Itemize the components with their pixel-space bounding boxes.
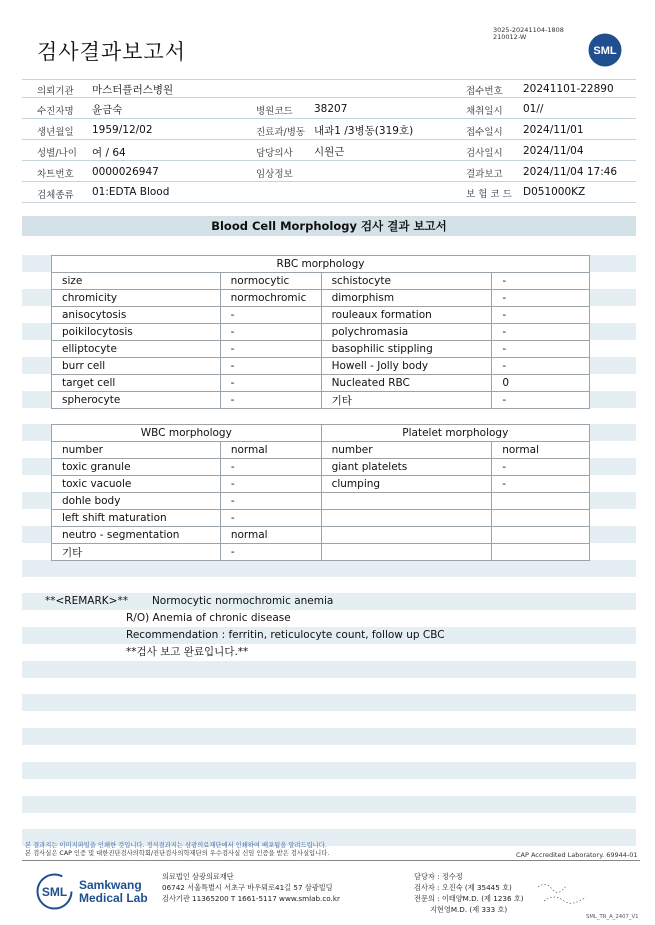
table-row: number normal number normal [52, 442, 590, 459]
table-row: chromicity normochromic dimorphism - [52, 290, 590, 307]
label-department-ward: 진료과/병동 [256, 127, 306, 138]
requesting-institution: 마스터플러스병원 [92, 84, 174, 96]
label-requesting-institution: 의뢰기관 [37, 86, 74, 97]
label-sex-age: 성별/나이 [37, 148, 77, 159]
report-title-bar [22, 216, 636, 236]
logo-line1: Samkwang [79, 877, 142, 892]
label-hospital-code: 병원코드 [256, 106, 293, 117]
table-row: toxic granule - giant platelets - [52, 459, 590, 476]
table-row: target cell - Nucleated RBC 0 [52, 375, 590, 392]
svg-text:SML: SML [41, 885, 68, 899]
label-collection-datetime: 채취일시 [466, 106, 503, 117]
test-datetime: 2024/11/04 [523, 145, 584, 157]
accession-number: 20241101-22890 [523, 83, 614, 95]
remark-label: **<REMARK>** [45, 595, 128, 607]
sml-logo-icon [36, 873, 73, 910]
label-accession-number: 접수번호 [466, 86, 503, 97]
insurance-code: D051000KZ [523, 186, 586, 198]
received-datetime: 2024/11/01 [523, 124, 584, 136]
signature-marks [534, 877, 594, 913]
page-title: 검사결과보고서 [37, 40, 187, 64]
samkwang-logo [36, 873, 148, 910]
foundation-info: 의료법인 삼광의료재단 06742 서울특별시 서초구 바우뫼로41길 57 삼광빌딩 검사기관 11365200 T 1661-5117 www.smlab.co.kr [162, 872, 340, 903]
label-result-report: 결과보고 [466, 169, 503, 180]
sml-logo [588, 33, 622, 67]
label-clinical-info: 임상정보 [256, 169, 293, 180]
logo-line2: Medical Lab [79, 890, 148, 905]
signatories: 담당자 : 정수정 검사자 : 오진숙 (제 35445 호) 전문의 : 이태양M.D. (제 1236 호) 지현영M.D. (제 333 호) [414, 872, 524, 914]
table-row: burr cell - Howell - Jolly body - [52, 358, 590, 375]
platelet-header: Platelet morphology [321, 425, 589, 442]
label-birth-date: 생년월일 [37, 127, 74, 138]
patient-name: 윤금숙 [92, 104, 123, 116]
table-row: elliptocyte - basophilic stippling - [52, 341, 590, 358]
svg-text:SML: SML [593, 45, 617, 57]
table-row: size normocytic schistocyte - [52, 273, 590, 290]
table-row: neutro - segmentation normal [52, 527, 590, 544]
report-title: Blood Cell Morphology 검사 결과 보고서 [211, 219, 447, 233]
table-row: 기타 - [52, 544, 590, 561]
attending-doctor: 시원근 [314, 146, 345, 158]
label-attending-doctor: 담당의사 [256, 148, 293, 159]
label-chart-number: 차트번호 [37, 169, 74, 180]
sex-age: 여 / 64 [92, 147, 126, 159]
rbc-header: RBC morphology [52, 256, 590, 273]
table-row: left shift maturation - [52, 510, 590, 527]
label-specimen-type: 검체종류 [37, 190, 74, 201]
birth-date: 1959/12/02 [92, 124, 153, 136]
table-row: spherocyte - 기타 - [52, 392, 590, 409]
divider [22, 860, 640, 861]
collection-datetime: 01// [523, 103, 544, 115]
table-row: toxic vacuole - clumping - [52, 476, 590, 493]
report-notes: 본 결과지는 이미지파일을 인쇄한 것입니다. 정식결과지는 삼광의료재단에서 인쇄하여 배포됨을 알려드립니다. 본 검사실은 CAP 인증 및 대한진단검사의학회/진단검사의학재단의 우수검사실 신임 인증을 받은 검사실입니다. [25, 842, 330, 857]
wbc-header: WBC morphology [52, 425, 322, 442]
label-insurance-code: 보 험 코 드 [466, 189, 512, 200]
remark-line: Normocytic normochromic anemia [151, 595, 334, 607]
table-row: poikilocytosis - polychromasia - [52, 324, 590, 341]
table-row: anisocytosis - rouleaux formation - [52, 307, 590, 324]
rbc-morphology-table [51, 255, 590, 409]
label-received-datetime: 접수일시 [466, 127, 503, 138]
remark-line: Recommendation : ferritin, reticulocyte count, follow up CBC [126, 629, 445, 641]
table-row: dohle body - [52, 493, 590, 510]
remark-section [45, 593, 445, 661]
label-test-datetime: 검사일시 [466, 148, 503, 159]
cap-accreditation: CAP Accredited Laboratory. 69944-01 [516, 851, 638, 859]
specimen-type: 01:EDTA Blood [92, 186, 170, 198]
document-version: SML_TR_A_2407_V1 [586, 914, 639, 920]
report-code: 3025-20241104-1808 210012-W [493, 26, 564, 41]
result-report: 2024/11/04 17:46 [523, 166, 618, 178]
label-patient-name: 수진자명 [37, 106, 74, 117]
remark-line: R/O) Anemia of chronic disease [126, 612, 291, 624]
remark-line: **검사 보고 완료입니다.** [126, 646, 249, 658]
department-ward: 내과1 /3병동(319호) [314, 125, 414, 137]
chart-number: 0000026947 [92, 166, 159, 178]
wbc-platelet-morphology-table [51, 424, 590, 561]
hospital-code: 38207 [314, 103, 348, 115]
